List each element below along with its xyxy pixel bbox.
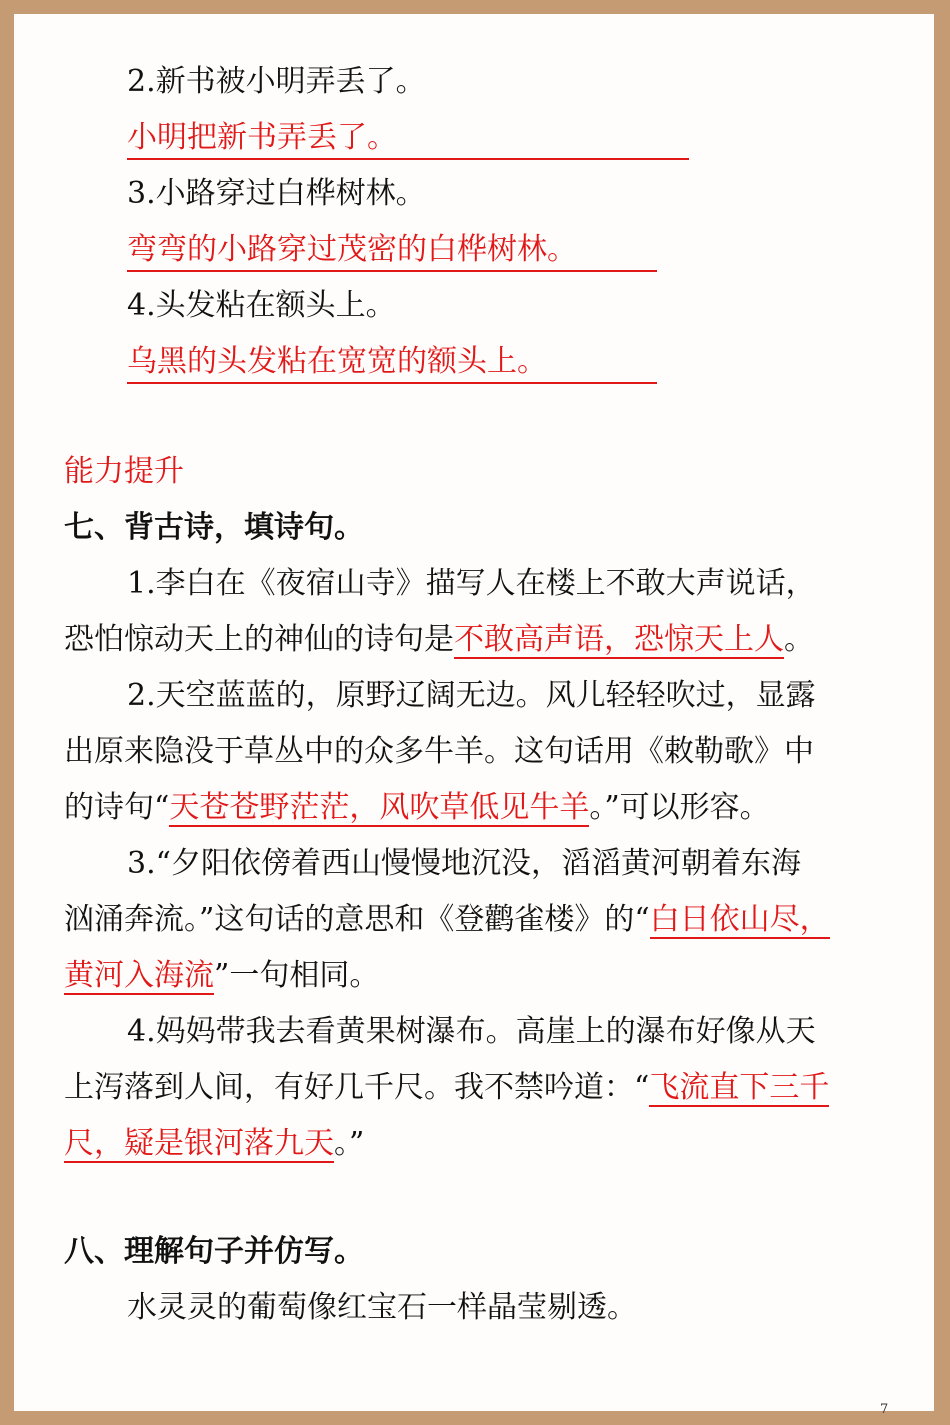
poem-q3-line1: 3.“夕阳依傍着西山慢慢地沉没，滔滔黄河朝着东海	[127, 846, 801, 881]
poem-q3-end: ”一句相同。	[214, 958, 380, 993]
poem-q1-line2	[64, 620, 814, 660]
poem-q4-answer-part2: 尺，疑是银河落九天	[64, 1126, 334, 1161]
poem-q1-answer: 不敢高声语，恐惊天上人	[454, 622, 784, 657]
poem-q4-end: 。”	[334, 1126, 365, 1161]
poem-q2-line2: 出原来隐没于草丛中的众多牛羊。这句话用《敕勒歌》中	[64, 734, 814, 769]
poem-q4-line1: 4.妈妈带我去看黄果树瀑布。高崖上的瀑布好像从天	[127, 1014, 816, 1049]
answer-2: 小明把新书弄丢了。	[127, 118, 689, 160]
poem-q1-end: 。	[784, 622, 814, 657]
answer-3: 弯弯的小路穿过茂密的白桦树林。	[127, 230, 657, 272]
section-7-title: 七、背古诗，填诗句。	[64, 510, 364, 545]
question-2: 2.新书被小明弄丢了。	[127, 64, 426, 99]
poem-q2-answer: 天苍苍野茫茫，风吹草低见牛羊	[169, 790, 590, 825]
worksheet-page	[14, 14, 934, 1417]
poem-q4-line2	[64, 1068, 829, 1108]
poem-q3-text: 汹涌奔流。”这句话的意思和《登鹳雀楼》的“	[64, 902, 650, 937]
poem-q2-line1: 2.天空蓝蓝的，原野辽阔无边。风儿轻轻吹过，显露	[127, 678, 816, 713]
model-sentence: 水灵灵的葡萄像红宝石一样晶莹剔透。	[127, 1290, 637, 1325]
poem-q2-text: 的诗句“	[64, 790, 170, 825]
poem-q3-answer-part2: 黄河入海流	[64, 958, 214, 993]
section-tag: 能力提升	[64, 454, 184, 489]
poem-q1-line1: 1.李白在《夜宿山寺》描写人在楼上不敢大声说话，	[127, 566, 816, 601]
poem-q2-line3	[64, 788, 770, 828]
poem-q4-answer-part1: 飞流直下三千	[649, 1070, 830, 1105]
question-4: 4.头发粘在额头上。	[127, 288, 396, 323]
poem-q3-line3	[64, 956, 379, 996]
section-8-title: 八、理解句子并仿写。	[64, 1234, 364, 1269]
poem-q4-line3	[64, 1124, 364, 1164]
poem-q1-text: 恐怕惊动天上的神仙的诗句是	[64, 622, 454, 657]
answer-4: 乌黑的头发粘在宽宽的额头上。	[127, 342, 657, 384]
poem-q3-line2	[64, 900, 830, 940]
poem-q2-end: 。”可以形容。	[589, 790, 770, 825]
question-3: 3.小路穿过白桦树林。	[127, 176, 426, 211]
page-number: 7	[880, 1402, 889, 1417]
poem-q3-answer-part1: 白日依山尽，	[649, 902, 830, 937]
poem-q4-text: 上泻落到人间，有好几千尺。我不禁吟道：“	[64, 1070, 650, 1105]
